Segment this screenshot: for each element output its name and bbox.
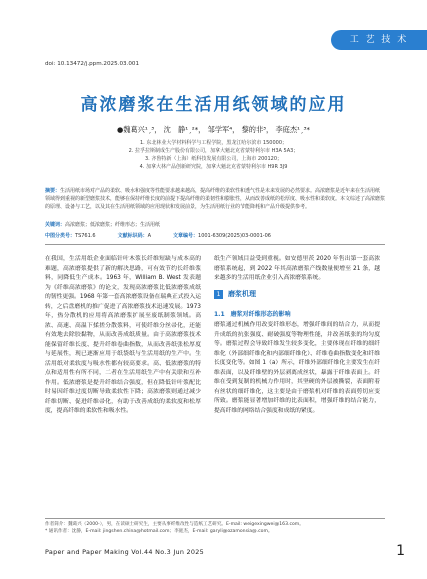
page-number: 1 (396, 543, 405, 559)
footnote-correspondence: * 通讯作者：沈静，E-mail: jingshen.china@hotmail.com；李庭杰，E-mail: garyli@ozamonsia@.com。 (45, 529, 273, 534)
clc-value: TS761.6 (75, 233, 96, 239)
keywords-label: 关键词： (45, 222, 66, 228)
right-column-body: 磨浆通过机械作用改变纤维形态，增强纤维间的结合力，从而提升成纸的抗张强度、耐破强度等物理性能，并改善纸张的均匀度等。磨浆过程会导致纤维发生较多变化，主要体现在纤维的细纤维化（外部细纤维化和内部细纤维化）、纤维卷曲指数变化和纤维长度变化等。如图 1（a）所示，纤维外部细纤维化主要发生在纤维表面，以及纤维壁的外层剥离成丝状，暴露于纤维表面上。纤维在受到复制的机械力作用时，其坚硬的外层被撕裂，表面附着有丝状的细纤维化，这主要是由于磨浆机对纤维的表面剪切应变所致。磨浆能显著增加纤维的比表面积，增强纤维的结合能力，提高纤维的网络结合强度和成纸的紧度。 (214, 322, 380, 414)
footnotes (45, 521, 385, 535)
affiliation-2: 2. 拉孚拉斯制成生产股份有限公司，加拿大魁北克省蒙特利尔市 H3A 5A3； (128, 148, 299, 154)
section-heading (214, 289, 256, 299)
section-tab: 工 艺 技 术 (331, 30, 427, 50)
article-number-value: 1001-6309(2025)03-0001-06 (198, 233, 271, 239)
author-list: ●魏葛兴¹ˏ³， 沈 静¹ˏ²*， 邹学军⁴， 黎的非³， 李庭杰¹ˏ³* (117, 125, 310, 134)
subsection-title: 1.1 磨浆对纤维形态的影响 (214, 311, 291, 318)
clc (45, 232, 96, 239)
doc-code-value: A (147, 233, 151, 239)
affiliation-3: 3. 齐鲁特新（上海）纸科技发展有限公司，上海市 200120； (144, 156, 283, 162)
footnote-author: 作者简介：魏葛兴（2000-），男，在读硕士研究生，主要从事纤维改性与造纸工艺研究。E-mail: weigexingwei@163.com。 (45, 522, 304, 527)
journal-footer: Paper and Paper Making Vol.44 No.3 Jun 2025 (45, 548, 204, 556)
left-column-text: 在我国，生活用纸企业面临针叶木浆长纤维短缺与成本高的难题，高浓磨浆提供了新的解决思路，可有效节约长纤维浆料，同降低生产成本。1963 年，William B. West 发表题为《纤维高浓磨浆》的论文，发现高浓磨浆比低浓磨浆成纸的韧性更强。1968 年第一套高浓磨浆设备在瑞典正式投入运转，之后盘磨机的推广促进了高浓磨浆技术迅速发展。1973 年，热分散机的应用将高浓磨浆扩展至废纸制浆领域。高浓、高速、高温下揉搓分散浆料，可使纤维分丝帚化，还能有效地去除胶黏物，从而改善成纸质量。由于高浓磨浆技术能保留纤维长度、提升纤维卷曲指数，从而改善纸张松厚度与延展性，现已逐渐应用于纸袋纸与生活用纸的生产中。生活用纸对柔软度与吸水性都有较高要求。高、低浓磨浆的特点和适用性有所不同，二者在生活用纸生产中有关联和互补作用。低浓磨浆是提升纤维结合强度，但在降低针叶浆配比时易因纤维过度切断导致柔软性下降；高浓磨浆则通过减少纤维切断、促进纤维帚化，有助于改善成纸的柔软度和松厚度，提高纤维的柔软性和吸水性。 (45, 256, 201, 414)
abstract (45, 187, 385, 211)
article-number-label: 文章编号： (173, 233, 199, 239)
keywords (45, 221, 385, 228)
doc-code (118, 232, 151, 239)
abstract-text: 生活用纸市场对产品的柔软、吸水和强度等性能要求越来越高，提高纤维的柔软性和透气性是未来发展的必然要求。高浓磨浆是近年来在生活用纸领域得到重视的新型磨浆技术，能够在保持纤维长度的前提下提高纤维的柔韧性和膨胀性，从而改善成纸的松厚度、吸水性和柔软度。本文综述了高浓磨浆的原理、设备与工艺，以及其在生活用纸领域的应用现状和发展前景，为生活用纸行业的节能降耗和产品升级提供参考。 (45, 188, 386, 210)
doc-code-label: 文献标识码： (117, 233, 148, 239)
clc-label: 中图分类号： (45, 233, 76, 239)
footnote-divider (45, 518, 385, 519)
header-divider (45, 244, 385, 245)
classification-row (45, 232, 385, 239)
right-column-intro: 纸生产领域目益受到重视。如安德里茨 2020 年售出第一套高浓磨浆系统起，到 2022 年其高浓磨浆产线数量便增至 21 条，越来越多的生活用纸企业引入高浓磨浆系统。 (214, 256, 380, 281)
section-number: 1 (214, 290, 223, 299)
keywords-text: 高浓磨浆；低浓磨浆；纤维形态；生活用纸 (65, 222, 161, 228)
section-title: 磨浆机理 (228, 290, 256, 298)
abstract-label: 摘要： (45, 188, 61, 194)
article-title: 高浓磨浆在生活用纸领域的应用 (80, 95, 347, 115)
affiliation-1: 1. 东北林业大学材料科学与工程学院，黑龙江哈尔滨市 150000； (139, 140, 288, 146)
doi-text: doi: 10.13472/j.ppm.2025.03.001 (45, 61, 140, 67)
article-number (173, 232, 271, 239)
affiliation-4: 4. 加拿大林产品创新研究院，加拿大魁北克省蒙特利尔市 H9R 3J9 (139, 164, 288, 170)
